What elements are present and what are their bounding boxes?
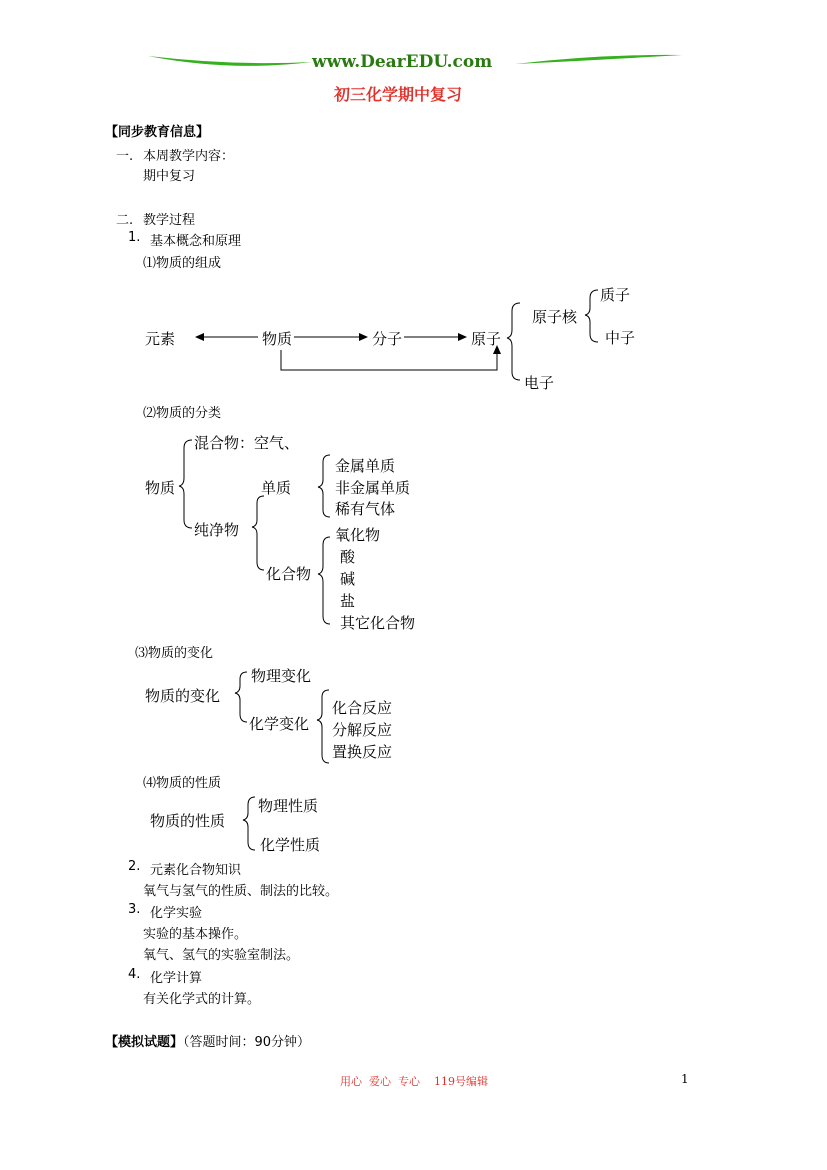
- class-hunhewu: 混合物：空气、: [194, 434, 300, 452]
- section-mock-test: [105, 1031, 310, 1050]
- change-root: 物质的变化: [145, 687, 221, 705]
- item3-line2: 氧气、氢气的实验室制法。: [143, 948, 300, 963]
- item2-line1: 氧气与氢气的性质、制法的比较。: [143, 884, 339, 899]
- change-huahe: 化合反应: [332, 699, 393, 717]
- item2-title: 元素化合物知识: [150, 863, 242, 878]
- class-jian: 碱: [340, 570, 356, 588]
- class-suan: 酸: [340, 548, 356, 566]
- node-wuzhi: 物质: [262, 330, 293, 348]
- item3-line1: 实验的基本操作。: [143, 927, 248, 942]
- part1-content: 期中复习: [143, 169, 196, 184]
- class-jinshu: 金属单质: [335, 457, 396, 475]
- class-wuzhi: 物质: [145, 479, 176, 497]
- section-heading-sync: 【同步教育信息】: [105, 125, 210, 140]
- item3-num: 3.: [128, 902, 141, 917]
- page-title: 初三化学期中复习: [334, 85, 463, 104]
- section-heading-mock: 【模拟试题】: [105, 1035, 184, 1050]
- sub1-caption: ⑴物质的组成: [143, 256, 222, 271]
- class-qita: 其它化合物: [340, 614, 416, 632]
- class-huahewu: 化合物: [266, 565, 312, 583]
- sub3-caption: ⑶物质的变化: [135, 646, 214, 661]
- class-xiyou: 稀有气体: [335, 500, 396, 518]
- item2-num: 2.: [128, 859, 141, 874]
- property-huaxue: 化学性质: [260, 836, 321, 854]
- node-yuanzi: 原子: [471, 330, 502, 348]
- part2-label: 二.: [116, 213, 134, 228]
- page-number: 1: [681, 1072, 689, 1086]
- change-zhihuan: 置换反应: [332, 743, 393, 761]
- class-yanghuawu: 氧化物: [335, 526, 381, 544]
- property-root: 物质的性质: [150, 812, 226, 830]
- change-huaxue: 化学变化: [249, 715, 310, 733]
- item4-line1: 有关化学式的计算。: [143, 992, 261, 1007]
- part1-label: 一.: [116, 149, 134, 164]
- footer-text: 用心 爱心 专心 119号编辑: [340, 1075, 488, 1088]
- item1-title: 基本概念和原理: [150, 234, 242, 249]
- item1-num: 1.: [128, 230, 141, 245]
- class-chunjingwu: 纯净物: [194, 521, 240, 539]
- change-fenjie: 分解反应: [332, 721, 393, 739]
- item3-title: 化学实验: [150, 906, 203, 921]
- node-zhongzi: 中子: [605, 329, 636, 347]
- node-yuansu: 元素: [145, 330, 176, 348]
- property-wuli: 物理性质: [258, 797, 319, 815]
- node-dianzi: 电子: [524, 374, 555, 392]
- sub2-caption: ⑵物质的分类: [143, 406, 222, 421]
- change-wuli: 物理变化: [251, 667, 312, 685]
- mock-test-time: （答题时间：90分钟）: [183, 1035, 311, 1050]
- part1-title: 本周教学内容：: [143, 149, 235, 164]
- sub4-caption: ⑷物质的性质: [143, 776, 222, 791]
- item4-num: 4.: [128, 967, 141, 982]
- node-fenzi: 分子: [372, 330, 403, 348]
- class-danzhi: 单质: [261, 479, 292, 497]
- site-logo-text: www.DearEDU.com: [312, 52, 493, 72]
- item4-title: 化学计算: [150, 971, 203, 986]
- node-yuanzihe: 原子核: [532, 308, 578, 326]
- class-yan: 盐: [340, 592, 356, 610]
- class-feijinshu: 非金属单质: [335, 479, 411, 497]
- node-zhizi: 质子: [600, 286, 631, 304]
- part2-title: 教学过程: [143, 213, 196, 228]
